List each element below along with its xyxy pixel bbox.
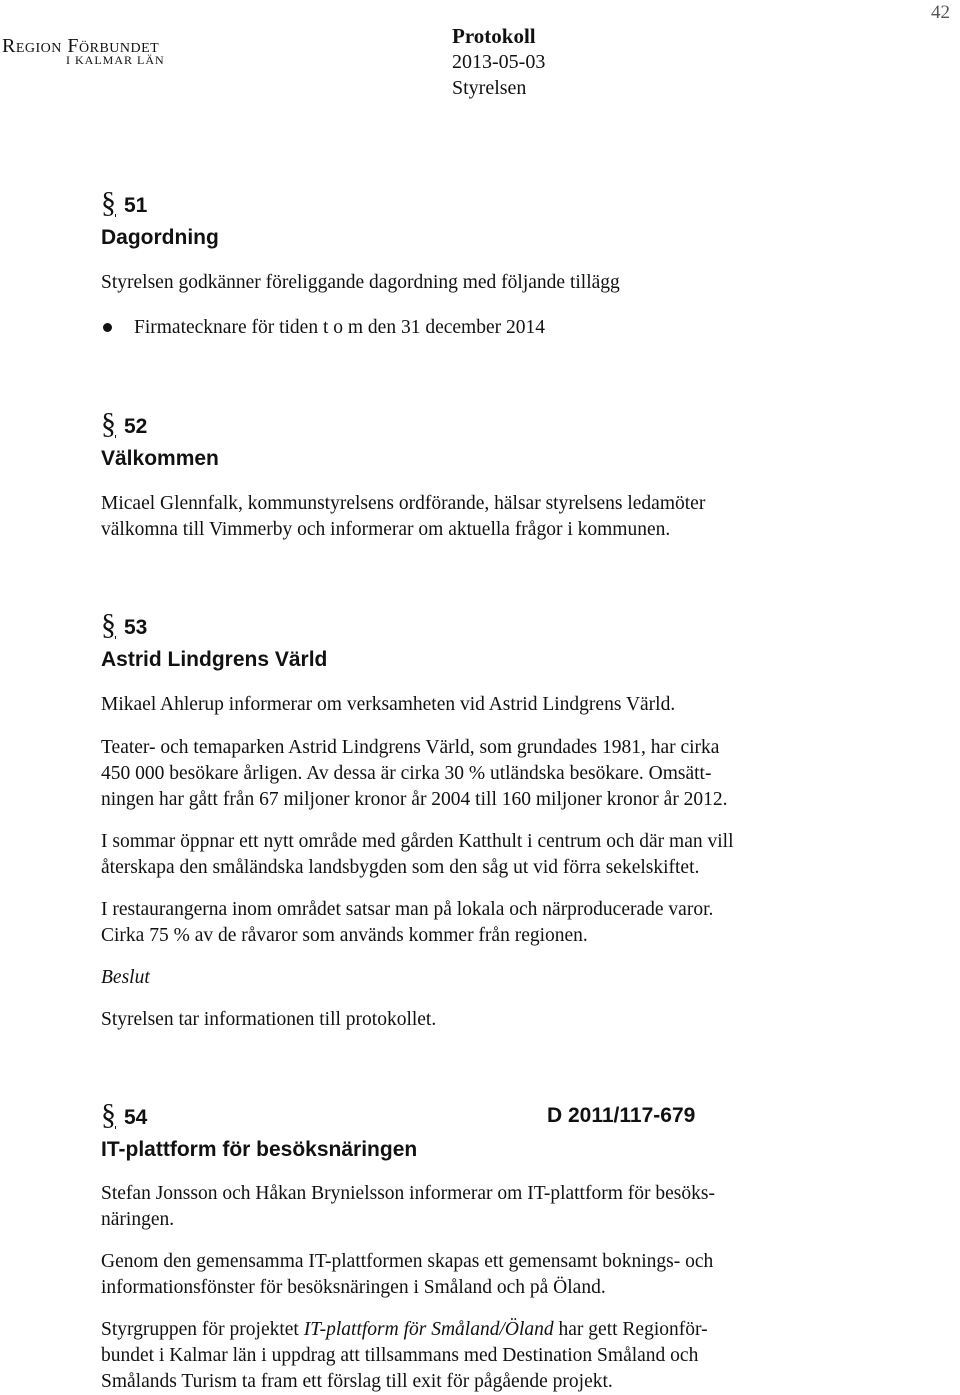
section-text: Cirka 75 % av de råvaror som används kommer från regionen. <box>101 925 588 946</box>
section-title: Astrid Lindgrens Värld <box>101 648 328 671</box>
section-text: Teater- och temaparken Astrid Lindgrens Värld, som grundades 1981, har cirka <box>101 737 720 758</box>
decision-label: Beslut <box>101 967 150 988</box>
section-text: välkomna till Vimmerby och informerar om aktuella frågor i kommunen. <box>101 519 671 540</box>
section-text-part: Styrgruppen för projektet <box>101 1319 304 1340</box>
paragraph-sign-icon: § <box>101 608 116 641</box>
section-number: 54 <box>124 1106 148 1129</box>
paragraph-sign-icon: § <box>101 186 116 219</box>
decision-text: Styrelsen tar informationen till protokollet. <box>101 1009 437 1030</box>
region-logo <box>2 16 232 72</box>
section-text: Styrelsen godkänner föreliggande dagordning med följande tillägg <box>101 272 620 293</box>
bullet-icon <box>103 323 112 332</box>
section-53-heading <box>101 608 147 642</box>
document-date: 2013-05-03 <box>452 51 546 73</box>
section-number: 53 <box>124 616 148 639</box>
section-text: näringen. <box>101 1209 175 1230</box>
section-text: Mikael Ahlerup informerar om verksamheten vid Astrid Lindgrens Värld. <box>101 694 676 715</box>
section-text-part: har gett Regionför- <box>553 1319 708 1340</box>
section-number: 52 <box>124 415 148 438</box>
logo-name: Region Förbundet <box>2 35 160 57</box>
section-52-heading <box>101 407 147 441</box>
section-title: Dagordning <box>101 226 219 249</box>
section-51-heading <box>101 186 147 220</box>
section-text: Micael Glennfalk, kommunstyrelsens ordförande, hälsar styrelsens ledamöter <box>101 493 706 514</box>
section-text: Genom den gemensamma IT-plattformen skapas ett gemensamt boknings- och <box>101 1251 714 1272</box>
section-text: ningen har gått från 67 miljoner kronor år 2004 till 160 miljoner kronor år 2012. <box>101 789 728 810</box>
section-text: Smålands Turism ta fram ett förslag till exit för pågående projekt. <box>101 1371 613 1392</box>
section-text: Stefan Jonsson och Håkan Brynielsson informerar om IT-plattform för besöks- <box>101 1183 715 1204</box>
paragraph-sign-icon: § <box>101 407 116 440</box>
section-text: 450 000 besökare årligen. Av dessa är cirka 30 % utländska besökare. Omsätt- <box>101 763 712 784</box>
document-type: Protokoll <box>452 24 536 48</box>
section-text: I restaurangerna inom området satsar man på lokala och närproducerade varor. <box>101 899 714 920</box>
section-text: bundet i Kalmar län i uppdrag att tillsammans med Destination Småland och <box>101 1345 699 1366</box>
section-number: 51 <box>124 194 148 217</box>
section-text: återskapa den småländska landsbygden som den såg ut vid förra sekelskiftet. <box>101 857 700 878</box>
logo-subtitle: I KALMAR LÄN <box>66 53 165 67</box>
section-text: I sommar öppnar ett nytt område med gården Katthult i centrum och där man vill <box>101 831 734 852</box>
section-54-heading <box>101 1098 147 1132</box>
section-title: IT-plattform för besöksnäringen <box>101 1138 418 1161</box>
section-title: Välkommen <box>101 447 219 470</box>
section-text: informationsfönster för besöksnäringen i Småland och på Öland. <box>101 1277 606 1298</box>
section-text <box>101 1317 861 1343</box>
case-number: D 2011/117-679 <box>547 1104 696 1127</box>
paragraph-sign-icon: § <box>101 1098 116 1131</box>
document-organ: Styrelsen <box>452 77 527 99</box>
bullet-item: Firmatecknare för tiden t o m den 31 december 2014 <box>134 317 545 338</box>
project-name: IT-plattform för Småland/Öland <box>303 1319 554 1340</box>
page-number: 42 <box>931 2 950 23</box>
